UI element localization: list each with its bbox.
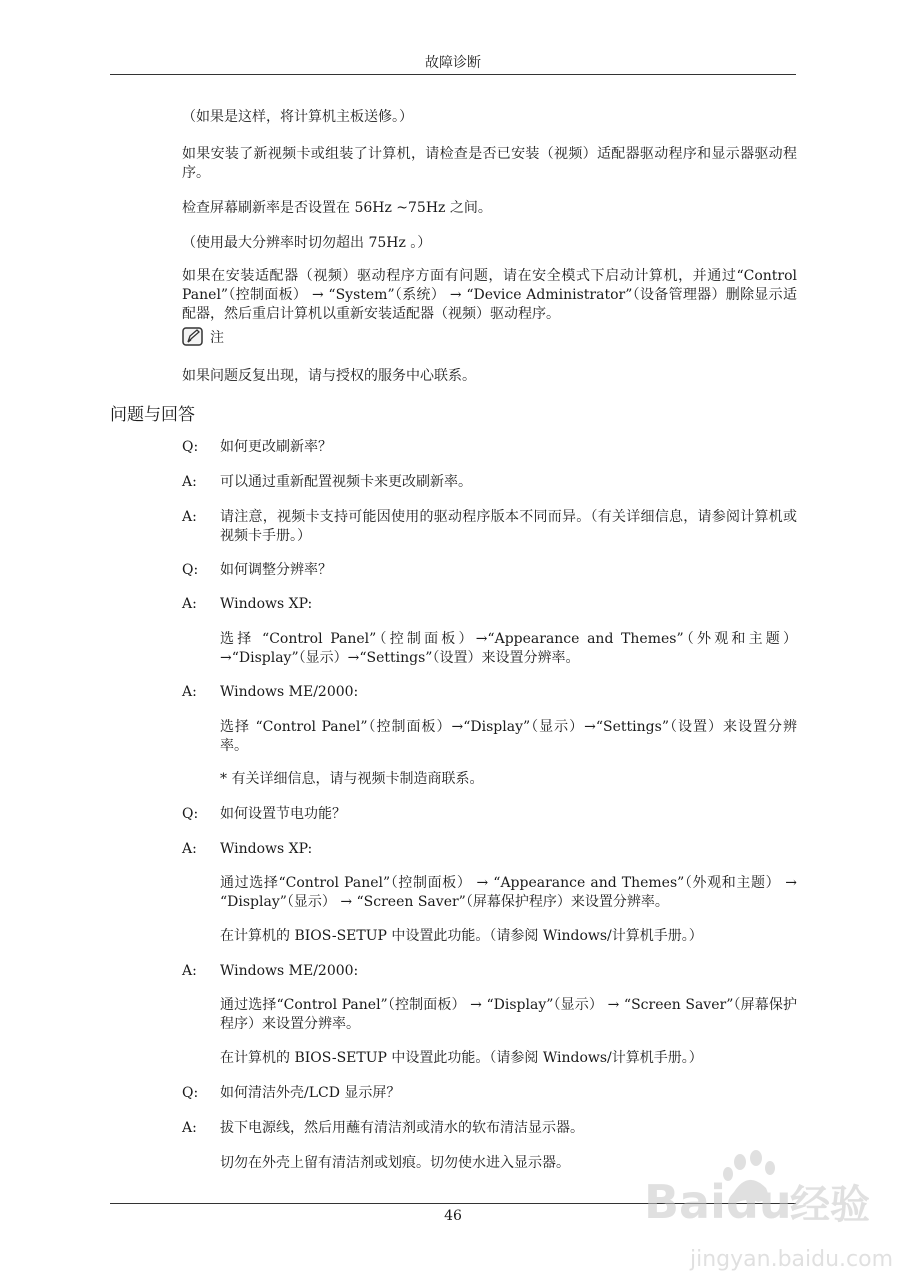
- note-text: 如果问题反复出现，请与授权的服务中心联系。: [182, 368, 476, 384]
- qa-item: [182, 595, 797, 614]
- header-divider: [110, 74, 796, 75]
- qa-item: [182, 438, 797, 457]
- qa-tag: A:: [182, 1120, 197, 1136]
- paragraph-safe-mode: 如果在安装适配器（视频）驱动程序方面有问题，请在安全模式下启动计算机，并通过“Control Panel”（控制面板） → “System”（系统） → “Device Administrator”（设备管理器）删除显示适配器，然后重启计算机以重新安装适配器（视频）驱动程序。: [182, 268, 797, 322]
- svg-text:du: du: [726, 1175, 792, 1229]
- paragraph-motherboard: （如果是这样，将计算机主板送修。）: [182, 109, 413, 125]
- page-header-title: 故障诊断: [425, 55, 481, 71]
- qa-text: 如何更改刷新率？: [220, 439, 332, 455]
- qa-item: [182, 962, 797, 981]
- instruction-cleaning-warning: 切勿在外壳上留有清洁剂或划痕。切勿使水进入显示器。: [220, 1155, 570, 1171]
- qa-text: 如何调整分辨率？: [220, 562, 332, 578]
- svg-text:经验: 经验: [790, 1182, 870, 1228]
- qa-tag: A:: [182, 474, 197, 490]
- qa-text: 可以通过重新配置视频卡来更改刷新率。: [220, 474, 472, 490]
- note-pencil-icon: [182, 327, 204, 347]
- qa-text: Windows XP:: [220, 841, 313, 857]
- paragraph-driver-check: 如果安装了新视频卡或组装了计算机，请检查是否已安装（视频）适配器驱动程序和显示器驱动程序。: [182, 146, 797, 181]
- qa-item: [182, 1119, 797, 1138]
- section-title: 问题与回答: [110, 405, 195, 425]
- instruction-me-power: 通过选择“Control Panel”（控制面板） → “Display”（显示） → “Screen Saver”（屏幕保护程序）来设置分辨率。: [220, 997, 797, 1032]
- paragraph-max-refresh: （使用最大分辨率时切勿超出 75Hz 。）: [182, 235, 432, 251]
- qa-text: 拔下电源线，然后用蘸有清洁剂或清水的软布清洁显示器。: [220, 1120, 584, 1136]
- qa-text: 请注意，视频卡支持可能因使用的驱动程序版本不同而异。（有关详细信息，请参阅计算机或视频卡手册。）: [220, 509, 797, 544]
- qa-item: [182, 805, 797, 824]
- footnote-vendor: * 有关详细信息，请与视频卡制造商联系。: [220, 771, 484, 787]
- qa-text: Windows ME/2000:: [220, 963, 359, 979]
- svg-text:Bai: Bai: [644, 1175, 726, 1229]
- qa-item: [182, 1084, 797, 1103]
- qa-tag: Q:: [182, 562, 199, 578]
- qa-text: 如何设置节电功能？: [220, 806, 346, 822]
- qa-tag: A:: [182, 684, 197, 700]
- baidu-watermark-logo: [630, 1148, 900, 1278]
- instruction-bios-xp: 在计算机的 BIOS-SETUP 中设置此功能。（请参阅 Windows/计算机手册。）: [220, 928, 703, 944]
- instruction-me-resolution: 选择 “Control Panel”（控制面板）→“Display”（显示）→“Settings”（设置）来设置分辨率。: [220, 719, 797, 754]
- qa-item: [182, 508, 797, 546]
- qa-tag: A:: [182, 841, 197, 857]
- qa-tag: Q:: [182, 1085, 199, 1101]
- qa-tag: Q:: [182, 439, 199, 455]
- qa-tag: A:: [182, 596, 197, 612]
- paragraph-refresh-range: 检查屏幕刷新率是否设置在 56Hz ~75Hz 之间。: [182, 200, 492, 216]
- qa-tag: A:: [182, 509, 197, 525]
- svg-text:jingyan.baidu.com: jingyan.baidu.com: [690, 1247, 894, 1272]
- qa-text: Windows ME/2000:: [220, 684, 359, 700]
- note-heading: [182, 325, 224, 349]
- qa-text: Windows XP:: [220, 596, 313, 612]
- qa-tag: A:: [182, 963, 197, 979]
- qa-tag: Q:: [182, 806, 199, 822]
- instruction-xp-resolution: 选择 “Control Panel”（控制面板）→“Appearance and Themes”（外观和主题）→“Display”（显示）→“Settings”（设置）来设置分辨率。: [220, 631, 797, 666]
- qa-item: [182, 840, 797, 859]
- qa-text: 如何清洁外壳/LCD 显示屏？: [220, 1085, 401, 1101]
- instruction-bios-me: 在计算机的 BIOS-SETUP 中设置此功能。（请参阅 Windows/计算机手册。）: [220, 1050, 703, 1066]
- page-number: 46: [444, 1208, 462, 1224]
- qa-item: [182, 561, 797, 580]
- note-label: 注: [210, 330, 224, 346]
- qa-item: [182, 683, 797, 702]
- instruction-xp-power: 通过选择“Control Panel”（控制面板） → “Appearance and Themes”（外观和主题） → “Display”（显示） → “Screen Saver”（屏幕保护程序）来设置分辨率。: [220, 875, 797, 910]
- qa-item: [182, 473, 797, 492]
